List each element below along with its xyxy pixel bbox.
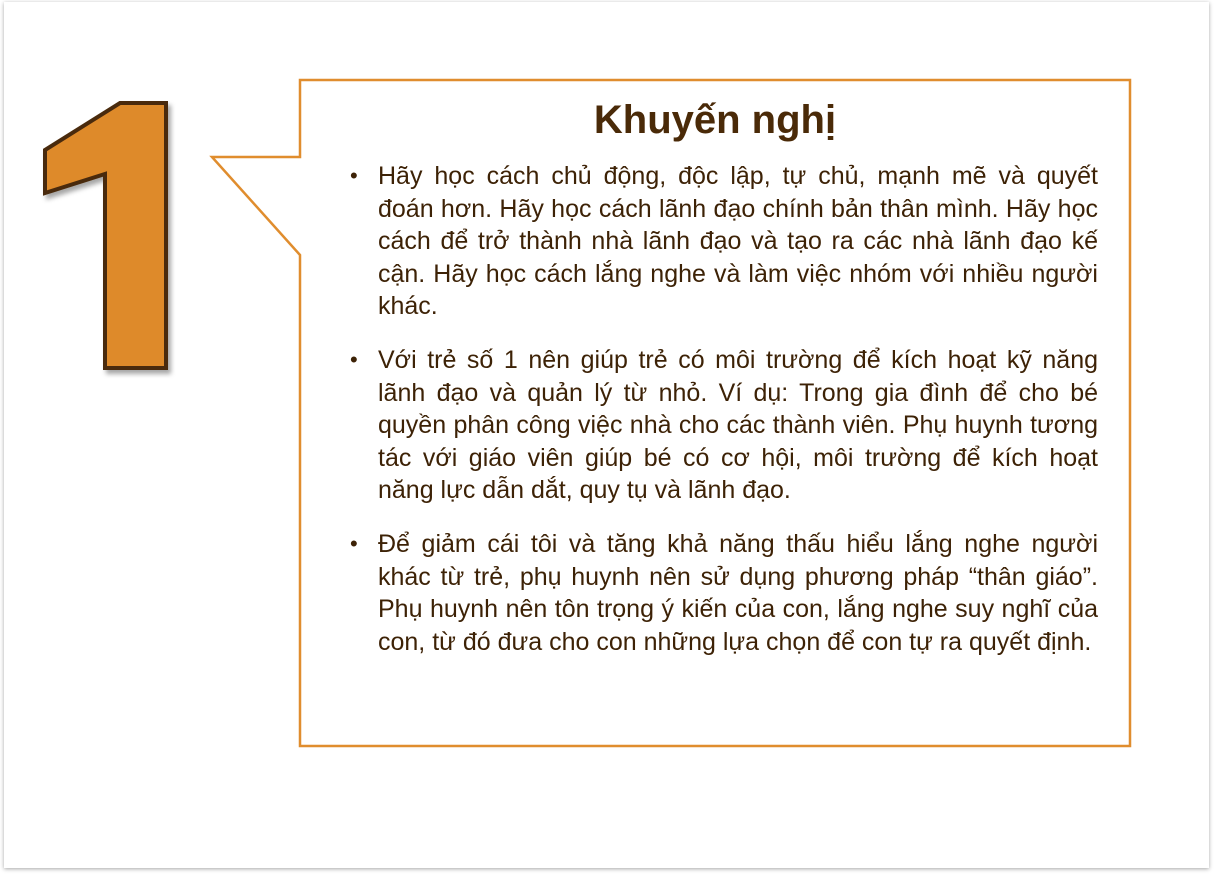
list-item bbox=[350, 528, 1098, 658]
list-item-text: Hãy học cách chủ động, độc lập, tự chủ, mạnh mẽ và quyết đoán hơn. Hãy học cách lãnh đạo chính bản thân mình. Hãy học cách để trở thành nhà lãnh đạo và tạo ra các nhà lãnh đạo kế cận. Hãy học cách lắng nghe và làm việc nhóm với nhiều người khác. bbox=[378, 162, 1098, 321]
bullet-icon: • bbox=[350, 346, 358, 372]
list-item bbox=[350, 160, 1098, 323]
list-item-text: Với trẻ số 1 nên giúp trẻ có môi trường để kích hoạt kỹ năng lãnh đạo và quản lý từ nhỏ. Ví dụ: Trong gia đình để cho bé quyền phân công việc nhà cho các thành viên. Phụ huynh tương tác với giáo viên giúp bé có cơ hội, môi trường để kích hoạt năng lực dẫn dắt, quy tụ và lãnh đạo. bbox=[378, 345, 1098, 505]
bullet-icon: • bbox=[350, 530, 358, 556]
list-item bbox=[350, 344, 1098, 507]
recommendation-list bbox=[350, 160, 1098, 679]
bullet-icon: • bbox=[350, 163, 358, 188]
list-item-text: Để giảm cái tôi và tăng khả năng thấu hiểu lắng nghe người khác từ trẻ, phụ huynh nên sử dụng phương pháp “thân giáo”. Phụ huynh nên tôn trọng ý kiến của con, lắng nghe suy nghĩ của con, từ đó đưa cho con những lựa chọn để con tự ra quyết định. bbox=[378, 529, 1098, 656]
slide-title: Khuyến nghị bbox=[593, 98, 837, 142]
